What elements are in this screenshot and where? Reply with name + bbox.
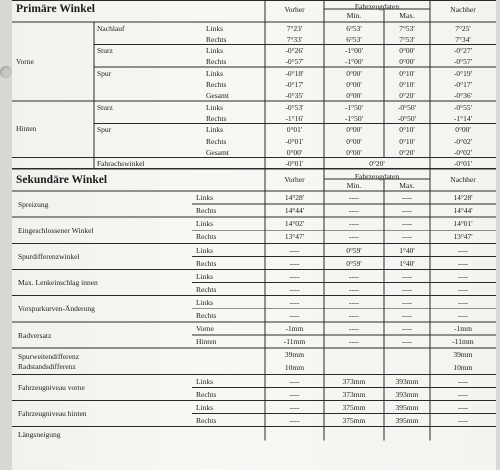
secondary-value-after: -11mm <box>452 337 474 347</box>
secondary-row-name: Fahrzeugniveau vorne <box>18 382 85 392</box>
secondary-side-label: Rechts <box>196 389 217 399</box>
primary-value-max: -0°50' <box>397 113 417 123</box>
secondary-value-after: ---- <box>458 376 468 386</box>
secondary-value-before: 14°02' <box>284 219 305 229</box>
primary-value-min: -1°50' <box>344 113 364 123</box>
secondary-value-after: 14°28' <box>453 193 473 203</box>
secondary-side-label: Links <box>196 271 214 281</box>
column-header-vehicle-data: Fahrzeugdaten <box>354 171 400 181</box>
secondary-value-after: 10mm <box>453 363 473 373</box>
primary-side-label: Links <box>206 46 224 56</box>
primary-value-after: -0°27' <box>453 46 473 56</box>
secondary-value-min: 0°59' <box>346 245 362 255</box>
primary-value-after: -0°57' <box>453 57 473 67</box>
secondary-value-after: ---- <box>458 245 468 255</box>
primary-value-before: -0°26' <box>285 46 304 56</box>
primary-value-after: -0°36' <box>453 91 473 101</box>
secondary-value-min: 0°59' <box>346 258 362 268</box>
primary-value-min: 0°00' <box>346 68 362 78</box>
secondary-row-name: Vorspurkurven-Änderung <box>18 304 95 314</box>
secondary-value-after: -1mm <box>454 324 472 334</box>
primary-value-min: 0°00' <box>346 91 362 101</box>
primary-value-max: 0°10' <box>399 80 415 89</box>
primary-value-min: 0°00' <box>346 136 362 146</box>
secondary-value-before: ---- <box>289 415 300 425</box>
secondary-row-name-2: Radstandsdifferenz <box>18 362 76 372</box>
primary-value-after: -0°17' <box>453 80 473 89</box>
primary-value-after: -0°02' <box>453 147 473 157</box>
punch-hole-icon <box>0 66 12 78</box>
secondary-value-max: 395mm <box>395 402 419 412</box>
primary-section-label: Fahrachswinkel <box>97 159 145 169</box>
primary-value-max: 7°53' <box>399 23 415 33</box>
primary-value-max: -0°50' <box>397 102 417 112</box>
primary-value-before: -0°01' <box>285 136 304 146</box>
primary-value-before: -0°35' <box>285 91 304 101</box>
secondary-value-min: ---- <box>349 271 359 281</box>
primary-value-max: 0°00' <box>399 57 415 67</box>
secondary-value-before: 39mm <box>284 350 305 360</box>
secondary-value-before: ---- <box>289 376 300 386</box>
primary-value-after: -0°02' <box>453 136 473 146</box>
secondary-value-after: 14°01' <box>453 219 473 229</box>
primary-value-before: 7°23' <box>286 23 303 33</box>
secondary-value-max: ---- <box>402 337 412 347</box>
secondary-value-max: 395mm <box>395 415 419 425</box>
secondary-side-label: Rechts <box>196 258 217 268</box>
primary-value-min: -1°00' <box>344 46 364 56</box>
primary-value-min: 0°00' <box>346 125 362 135</box>
secondary-value-before: 14°28' <box>284 193 305 203</box>
secondary-value-max: 393mm <box>395 389 419 399</box>
secondary-value-before: -11mm <box>283 337 306 347</box>
primary-section-label: Spur <box>97 68 112 78</box>
primary-value-min: -1°00' <box>344 57 364 67</box>
secondary-row-name: Spurweitendifferenz <box>18 352 80 362</box>
secondary-value-max: ---- <box>402 284 412 294</box>
secondary-side-label: Rechts <box>196 415 217 425</box>
secondary-value-after: ---- <box>458 271 468 281</box>
primary-value-max: 7°53' <box>399 34 415 44</box>
secondary-value-before: ---- <box>289 402 300 412</box>
secondary-side-label: Rechts <box>196 311 217 320</box>
group-label-front: Vorne <box>16 56 34 66</box>
primary-value-after: -0°55' <box>453 102 473 112</box>
primary-value-after: 7°34' <box>455 34 471 44</box>
primary-value-max: 0°10' <box>399 136 415 146</box>
secondary-value-min: ---- <box>349 324 359 334</box>
secondary-value-min: ---- <box>349 337 359 347</box>
secondary-value-min: ---- <box>349 206 359 216</box>
secondary-value-max: ---- <box>402 232 412 242</box>
secondary-value-min: 373mm <box>342 389 366 399</box>
secondary-value-max: ---- <box>402 297 412 307</box>
primary-section-label: Spur <box>97 125 112 135</box>
alignment-report-sheet <box>12 0 496 470</box>
primary-value-after: -0°01' <box>453 159 473 169</box>
primary-value-min: 6°53' <box>346 23 362 33</box>
secondary-value-before: ---- <box>289 284 300 294</box>
primary-section-label: Sturz <box>97 102 113 112</box>
primary-side-label: Links <box>206 125 224 135</box>
column-header-after: Nachher <box>450 174 476 184</box>
secondary-value-max: ---- <box>402 311 412 320</box>
secondary-value-before: ---- <box>289 258 300 268</box>
primary-value-min: 6°53' <box>346 34 362 44</box>
column-header-vehicle-data: Fahrzeugdaten <box>354 2 400 11</box>
secondary-side-label: Vorne <box>196 324 214 334</box>
secondary-value-max: 393mm <box>395 376 419 386</box>
primary-section-label: Nachlauf <box>97 23 125 33</box>
secondary-value-max: 1°40' <box>399 245 415 255</box>
secondary-row-name: Radversatz <box>18 330 52 340</box>
secondary-value-min: ---- <box>349 284 359 294</box>
secondary-value-min: ---- <box>349 193 359 203</box>
primary-side-label: Rechts <box>206 80 227 89</box>
secondary-value-min: 373mm <box>342 376 366 386</box>
primary-side-label: Rechts <box>206 136 227 146</box>
secondary-value-min: ---- <box>349 219 359 229</box>
secondary-value-min: ---- <box>349 311 359 320</box>
secondary-section-title: Sekundäre Winkel <box>16 173 108 186</box>
primary-value-before: -0°01' <box>285 159 304 169</box>
primary-value-before: 0°01' <box>286 125 303 135</box>
secondary-value-max: 1°40' <box>399 258 415 268</box>
primary-side-label: Links <box>206 102 224 112</box>
secondary-value-max: ---- <box>402 193 412 203</box>
secondary-value-after: ---- <box>458 402 468 412</box>
secondary-row-name: Fahrzeugniveau hinten <box>18 409 87 419</box>
primary-value-before: 0°00' <box>286 147 303 157</box>
primary-side-label: Gesamt <box>206 91 229 101</box>
secondary-side-label: Links <box>196 297 214 307</box>
secondary-value-before: ---- <box>289 297 300 307</box>
primary-side-label: Gesamt <box>206 147 229 157</box>
primary-value-min: 0°00' <box>346 80 362 89</box>
column-header-before: Vorher <box>284 5 305 14</box>
primary-value-after: -0°19' <box>453 68 473 78</box>
secondary-value-before: ---- <box>289 311 300 320</box>
secondary-value-after: ---- <box>458 311 468 320</box>
secondary-value-after: ---- <box>458 415 468 425</box>
primary-value-max: 0°00' <box>399 46 415 56</box>
secondary-value-before: ---- <box>289 389 300 399</box>
secondary-side-label: Links <box>196 402 214 412</box>
primary-side-label: Links <box>206 68 224 78</box>
primary-value-min: -1°50' <box>344 102 364 112</box>
primary-value-max: 0°20' <box>399 147 415 157</box>
secondary-value-before: -1mm <box>285 324 304 334</box>
secondary-value-max: ---- <box>402 206 412 216</box>
secondary-side-label: Links <box>196 219 214 229</box>
secondary-side-label: Rechts <box>196 284 217 294</box>
secondary-side-label: Links <box>196 376 214 386</box>
secondary-side-label: Hinten <box>196 337 217 347</box>
secondary-value-max: ---- <box>402 324 412 334</box>
primary-value-max: 0°20' <box>399 91 415 101</box>
secondary-value-min: 375mm <box>342 415 366 425</box>
column-header-min: Min. <box>346 11 362 20</box>
primary-value-before: -0°57' <box>285 57 304 67</box>
primary-side-label: Links <box>206 23 224 33</box>
column-header-min: Min. <box>346 180 362 190</box>
primary-value-before: -0°53' <box>285 102 304 112</box>
primary-value-before: -1°16' <box>285 113 304 123</box>
primary-value-min: 0°00' <box>346 147 362 157</box>
secondary-side-label: Rechts <box>196 206 217 216</box>
secondary-side-label: Rechts <box>196 232 217 242</box>
secondary-row-name: Max. Lenkeinschlag innen <box>18 278 98 288</box>
primary-value-before: 7°33' <box>286 34 303 44</box>
secondary-value-after: 39mm <box>453 350 473 360</box>
secondary-value-before: 14°44' <box>284 206 305 216</box>
secondary-value-after: ---- <box>458 258 468 268</box>
secondary-row-name: Spreizung <box>18 199 49 209</box>
column-header-before: Vorher <box>284 174 305 184</box>
primary-section-label: Sturz <box>97 46 113 56</box>
secondary-row-name: Spurdifferenzwinkel <box>18 251 80 261</box>
primary-value-after: 7°25' <box>455 23 471 33</box>
primary-value-range: 0°20' <box>369 159 385 169</box>
primary-value-after: 0°00' <box>455 125 471 135</box>
secondary-row-name: Eingeschlossener Winkel <box>18 225 94 235</box>
group-label-rear: Hinten <box>16 124 37 134</box>
column-header-after: Nachher <box>450 5 476 14</box>
primary-side-label: Rechts <box>206 113 227 123</box>
secondary-value-max: ---- <box>402 219 412 229</box>
primary-value-before: -0°18' <box>285 68 304 78</box>
secondary-value-after: ---- <box>458 284 468 294</box>
secondary-value-after: 14°44' <box>453 206 473 216</box>
secondary-value-min: ---- <box>349 297 359 307</box>
secondary-value-before: 13°47' <box>284 232 305 242</box>
secondary-side-label: Links <box>196 245 214 255</box>
secondary-side-label: Links <box>196 193 214 203</box>
primary-side-label: Rechts <box>206 34 227 44</box>
secondary-value-max: ---- <box>402 271 412 281</box>
primary-value-after: -1°14' <box>453 113 473 123</box>
secondary-value-before: ---- <box>289 245 300 255</box>
column-header-max: Max. <box>399 180 415 190</box>
secondary-value-before: 10mm <box>284 363 305 373</box>
secondary-value-after: 13°47' <box>453 232 473 242</box>
secondary-row-name: Längsneigung <box>18 429 61 439</box>
secondary-value-min: ---- <box>349 232 359 242</box>
column-header-max: Max. <box>399 11 415 20</box>
primary-section-title: Primäre Winkel <box>16 3 95 15</box>
secondary-value-before: ---- <box>289 271 300 281</box>
secondary-value-min: 375mm <box>342 402 366 412</box>
secondary-value-after: ---- <box>458 389 468 399</box>
primary-value-before: -0°17' <box>285 80 304 89</box>
secondary-value-after: ---- <box>458 297 468 307</box>
primary-side-label: Rechts <box>206 57 227 67</box>
primary-value-max: 0°10' <box>399 125 415 135</box>
primary-value-max: 0°10' <box>399 68 415 78</box>
